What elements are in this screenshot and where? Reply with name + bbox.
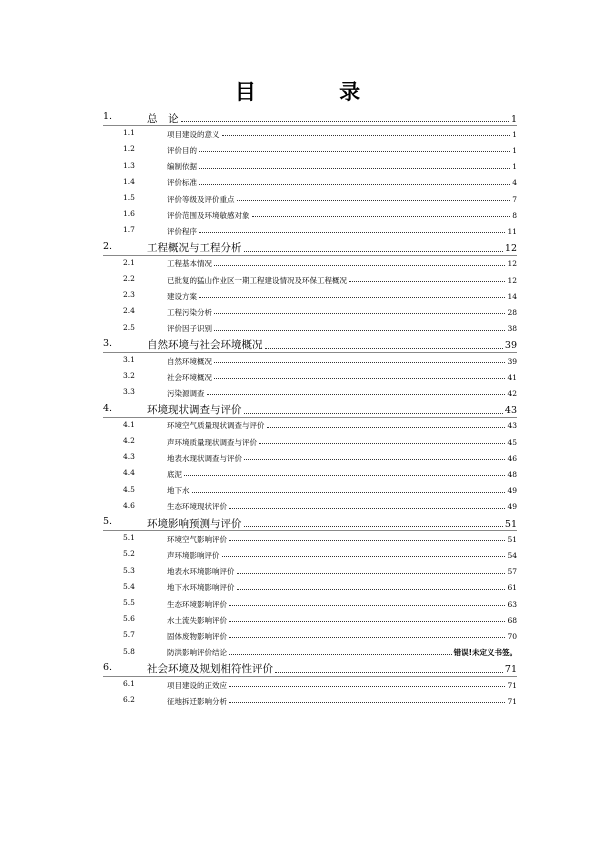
dot-leader bbox=[244, 412, 503, 414]
toc-entry-title: 声环境影响评价 bbox=[167, 550, 220, 560]
toc-entry-title: 社会环境概况 bbox=[167, 372, 212, 382]
toc-entry-title: 评价范围及环境敏感对象 bbox=[167, 210, 250, 220]
dot-leader bbox=[229, 507, 505, 509]
toc-section-row[interactable] bbox=[0, 466, 595, 480]
page-title: 目 录 bbox=[234, 80, 399, 104]
toc-entry-title: 工程概况与工程分析 bbox=[147, 242, 242, 255]
toc-entry-number: 6.1 bbox=[123, 679, 135, 688]
toc-section-row[interactable] bbox=[0, 483, 595, 497]
toc-page-number: 49 bbox=[507, 502, 517, 512]
dot-leader bbox=[237, 588, 506, 590]
toc-entry-title: 项目建设的正效应 bbox=[167, 680, 227, 690]
toc-section-row[interactable] bbox=[0, 288, 595, 302]
toc-page-number: 54 bbox=[507, 550, 517, 560]
toc-section-row[interactable] bbox=[0, 353, 595, 367]
toc-entry-title: 已批复的猛山作业区一期工程建设情况及环保工程概况 bbox=[167, 275, 347, 285]
dot-leader bbox=[199, 231, 505, 233]
toc-section-row[interactable] bbox=[0, 531, 595, 545]
toc-entry-number: 3.1 bbox=[123, 355, 135, 364]
dot-leader bbox=[214, 264, 505, 266]
dot-leader bbox=[199, 183, 510, 185]
toc-section-row[interactable] bbox=[0, 564, 595, 578]
toc-page-number: 7 bbox=[512, 194, 517, 204]
toc-section-row[interactable] bbox=[0, 304, 595, 318]
toc-entry-number: 5.1 bbox=[123, 533, 135, 543]
toc-section-row[interactable] bbox=[0, 434, 595, 448]
dot-leader bbox=[199, 296, 505, 298]
toc-entry-title: 社会环境及规划相符性评价 bbox=[147, 663, 273, 676]
toc-entry-number: 2. bbox=[103, 240, 113, 252]
toc-entry-title: 工程基本情况 bbox=[167, 259, 212, 269]
toc-page-number: 45 bbox=[507, 437, 517, 447]
toc-section-row[interactable] bbox=[0, 547, 595, 561]
toc-entry-title: 评价目的 bbox=[167, 145, 197, 155]
toc-entry-number: 4.5 bbox=[123, 484, 135, 494]
toc-entry-title: 生态环境影响评价 bbox=[167, 599, 227, 609]
toc-entry-number: 4.1 bbox=[123, 419, 135, 429]
dot-leader bbox=[265, 347, 503, 349]
dot-leader bbox=[214, 377, 505, 379]
toc-page-number: 12 bbox=[504, 243, 517, 255]
toc-page-number: 43 bbox=[507, 421, 517, 431]
toc-page-number: 14 bbox=[507, 291, 517, 301]
toc-entry-title: 环境空气影响评价 bbox=[167, 534, 227, 544]
toc-section-row[interactable] bbox=[0, 450, 595, 464]
toc-chapter-row[interactable] bbox=[0, 337, 595, 351]
toc-page-number: 43 bbox=[504, 405, 517, 417]
dot-leader bbox=[192, 491, 506, 493]
toc-section-row[interactable] bbox=[0, 693, 595, 707]
toc-chapter-row[interactable] bbox=[0, 515, 595, 529]
toc-entry-number: 1.2 bbox=[123, 144, 135, 154]
toc-entry-number: 5. bbox=[103, 516, 113, 527]
toc-page-number: 12 bbox=[507, 275, 517, 285]
toc-page-number: 11 bbox=[507, 226, 517, 236]
toc-section-row[interactable] bbox=[0, 256, 595, 270]
toc-page-number: 28 bbox=[507, 307, 517, 317]
dot-leader bbox=[275, 671, 503, 673]
dot-leader bbox=[244, 250, 503, 252]
toc-entry-number: 2.2 bbox=[123, 274, 135, 283]
dot-leader bbox=[229, 604, 505, 606]
toc-page-number: 71 bbox=[504, 664, 517, 676]
toc-section-row[interactable] bbox=[0, 142, 595, 156]
toc-section-row[interactable] bbox=[0, 126, 595, 140]
dot-leader bbox=[222, 134, 511, 136]
toc-entry-number: 1. bbox=[103, 111, 113, 122]
toc-page-number: 63 bbox=[507, 599, 517, 609]
toc-entry-title: 环境现状调查与评价 bbox=[147, 404, 242, 417]
toc-chapter-row[interactable] bbox=[0, 110, 595, 124]
dot-leader bbox=[229, 539, 505, 541]
toc-section-row[interactable] bbox=[0, 677, 595, 691]
toc-entry-number: 4.2 bbox=[123, 436, 135, 445]
toc-page-number: 12 bbox=[507, 259, 517, 269]
toc-entry-title: 评价因子识别 bbox=[167, 324, 212, 334]
dot-leader bbox=[229, 701, 505, 703]
dot-leader bbox=[229, 653, 452, 655]
dot-leader bbox=[199, 167, 510, 169]
toc-entry-number: 2.1 bbox=[123, 257, 135, 267]
toc-entry-number: 1.3 bbox=[123, 160, 135, 170]
toc-entry-title: 底泥 bbox=[167, 469, 182, 479]
toc-page-number: 57 bbox=[507, 567, 517, 577]
toc-section-row[interactable] bbox=[0, 272, 595, 286]
toc-entry-number: 5.6 bbox=[123, 614, 135, 624]
toc-entry-number: 1.1 bbox=[123, 128, 135, 138]
toc-entry-title: 征地拆迁影响分析 bbox=[167, 696, 227, 706]
toc-page-number: 46 bbox=[507, 453, 517, 463]
toc-section-row[interactable] bbox=[0, 499, 595, 513]
toc-entry-number: 5.4 bbox=[123, 581, 135, 591]
toc-entry-number: 5.3 bbox=[123, 565, 135, 575]
toc-entry-title: 工程污染分析 bbox=[167, 307, 212, 317]
dot-leader bbox=[229, 636, 505, 638]
toc-section-row[interactable] bbox=[0, 369, 595, 383]
dot-leader bbox=[259, 442, 505, 444]
toc-page-number: 38 bbox=[507, 324, 517, 334]
toc-entry-number: 5.5 bbox=[123, 598, 135, 607]
toc-entry-title: 污染源调查 bbox=[167, 388, 205, 398]
dot-leader bbox=[214, 361, 505, 363]
toc-entry-number: 6. bbox=[103, 661, 113, 673]
toc-section-row[interactable] bbox=[0, 580, 595, 594]
toc-page-number: 61 bbox=[507, 583, 517, 593]
toc-chapter-row[interactable] bbox=[0, 661, 595, 675]
toc-entry-number: 1.5 bbox=[123, 193, 135, 202]
toc-entry-title: 评价等级及评价重点 bbox=[167, 194, 235, 204]
toc-entry-number: 1.6 bbox=[123, 209, 135, 219]
toc-page-number: 41 bbox=[507, 372, 517, 382]
toc-page-number: 39 bbox=[504, 340, 517, 352]
toc-entry-title: 生态环境现状评价 bbox=[167, 502, 227, 512]
toc-section-row[interactable] bbox=[0, 191, 595, 205]
toc-entry-number: 2.5 bbox=[123, 322, 135, 332]
toc-entry-number: 2.3 bbox=[123, 290, 135, 300]
toc-chapter-row[interactable] bbox=[0, 240, 595, 254]
toc-page-number: 1 bbox=[512, 162, 517, 172]
dot-leader bbox=[229, 620, 505, 622]
toc-page-number: 51 bbox=[507, 534, 517, 544]
toc-page-number: 1 bbox=[512, 129, 517, 139]
toc-entry-number: 5.2 bbox=[123, 549, 135, 559]
toc-page-number: 71 bbox=[507, 680, 517, 690]
toc-entry-title: 编制依据 bbox=[167, 162, 197, 172]
toc-section-row[interactable] bbox=[0, 321, 595, 335]
bookmark-error-text: 错误!未定义书签。 bbox=[453, 648, 517, 658]
dot-leader bbox=[237, 199, 511, 201]
toc-section-row[interactable] bbox=[0, 207, 595, 221]
toc-entry-title: 地表水现状调查与评价 bbox=[167, 453, 242, 463]
dot-leader bbox=[214, 312, 505, 314]
toc-section-row[interactable] bbox=[0, 223, 595, 237]
dot-leader bbox=[214, 329, 505, 331]
toc-page-number: 8 bbox=[512, 210, 517, 220]
dot-leader bbox=[252, 215, 511, 217]
toc-page-number: 1 bbox=[512, 145, 517, 155]
toc-entry-title: 总 论 bbox=[147, 112, 179, 125]
dot-leader bbox=[222, 555, 506, 557]
toc-section-row[interactable] bbox=[0, 175, 595, 189]
toc-entry-title: 地下水 bbox=[167, 486, 190, 496]
toc-entry-title: 防洪影响评价结论 bbox=[167, 648, 227, 658]
toc-entry-title: 固体废物影响评价 bbox=[167, 631, 227, 641]
toc-entry-number: 5.8 bbox=[123, 646, 135, 656]
toc-entry-title: 地表水环境影响评价 bbox=[167, 567, 235, 577]
toc-entry-title: 项目建设的意义 bbox=[167, 129, 220, 139]
toc-section-row[interactable] bbox=[0, 385, 595, 399]
toc-page-number: 1 bbox=[510, 113, 517, 125]
toc-entry-title: 自然环境概况 bbox=[167, 356, 212, 366]
toc-page-number: 48 bbox=[507, 469, 517, 479]
toc-section-row[interactable] bbox=[0, 418, 595, 432]
toc-page-number: 70 bbox=[507, 631, 517, 641]
toc-page-number: 39 bbox=[507, 356, 517, 366]
toc-entry-number: 4. bbox=[103, 402, 113, 414]
toc-page-number: 71 bbox=[507, 696, 517, 706]
toc-page-number: 51 bbox=[504, 518, 517, 530]
toc-entry-number: 1.4 bbox=[123, 176, 135, 186]
toc-page-number: 68 bbox=[507, 615, 517, 625]
toc-entry-title: 声环境质量现状调查与评价 bbox=[167, 437, 257, 447]
dot-leader bbox=[199, 150, 510, 152]
toc-chapter-row[interactable] bbox=[0, 402, 595, 416]
toc-entry-title: 地下水环境影响评价 bbox=[167, 583, 235, 593]
dot-leader bbox=[349, 280, 505, 282]
toc-entry-title: 评价程序 bbox=[167, 226, 197, 236]
dot-leader bbox=[229, 685, 505, 687]
toc-entry-number: 1.7 bbox=[123, 225, 135, 235]
toc-entry-number: 4.4 bbox=[123, 468, 135, 478]
toc-section-row[interactable] bbox=[0, 645, 595, 659]
toc-entry-title: 自然环境与社会环境概况 bbox=[147, 339, 263, 352]
toc-entry-number: 3.2 bbox=[123, 371, 135, 381]
dot-leader bbox=[207, 393, 506, 395]
toc-entry-number: 5.7 bbox=[123, 630, 135, 640]
toc-entry-number: 4.6 bbox=[123, 500, 135, 510]
dot-leader bbox=[237, 572, 506, 574]
toc-section-row[interactable] bbox=[0, 596, 595, 610]
toc-entry-number: 6.2 bbox=[123, 695, 135, 705]
dot-leader bbox=[184, 474, 505, 476]
toc-section-row[interactable] bbox=[0, 628, 595, 642]
toc-entry-number: 2.4 bbox=[123, 306, 135, 316]
toc-entry-number: 3. bbox=[103, 337, 113, 349]
dot-leader bbox=[244, 458, 505, 460]
toc-entry-title: 水土流失影响评价 bbox=[167, 615, 227, 625]
dot-leader bbox=[181, 120, 509, 122]
toc-page-number: 42 bbox=[507, 388, 517, 398]
toc-entry-title: 环境空气质量现状调查与评价 bbox=[167, 421, 265, 431]
toc-entry-title: 评价标准 bbox=[167, 178, 197, 188]
toc-section-row[interactable] bbox=[0, 159, 595, 173]
dot-leader bbox=[267, 426, 506, 428]
toc-entry-number: 4.3 bbox=[123, 452, 135, 462]
toc-entry-title: 环境影响预测与评价 bbox=[147, 517, 242, 530]
toc-entry-title: 建设方案 bbox=[167, 291, 197, 301]
dot-leader bbox=[244, 525, 503, 527]
toc-entry-number: 3.3 bbox=[123, 387, 135, 397]
toc-section-row[interactable] bbox=[0, 612, 595, 626]
toc-page-number: 4 bbox=[512, 178, 517, 188]
toc-page-number: 49 bbox=[507, 486, 517, 496]
